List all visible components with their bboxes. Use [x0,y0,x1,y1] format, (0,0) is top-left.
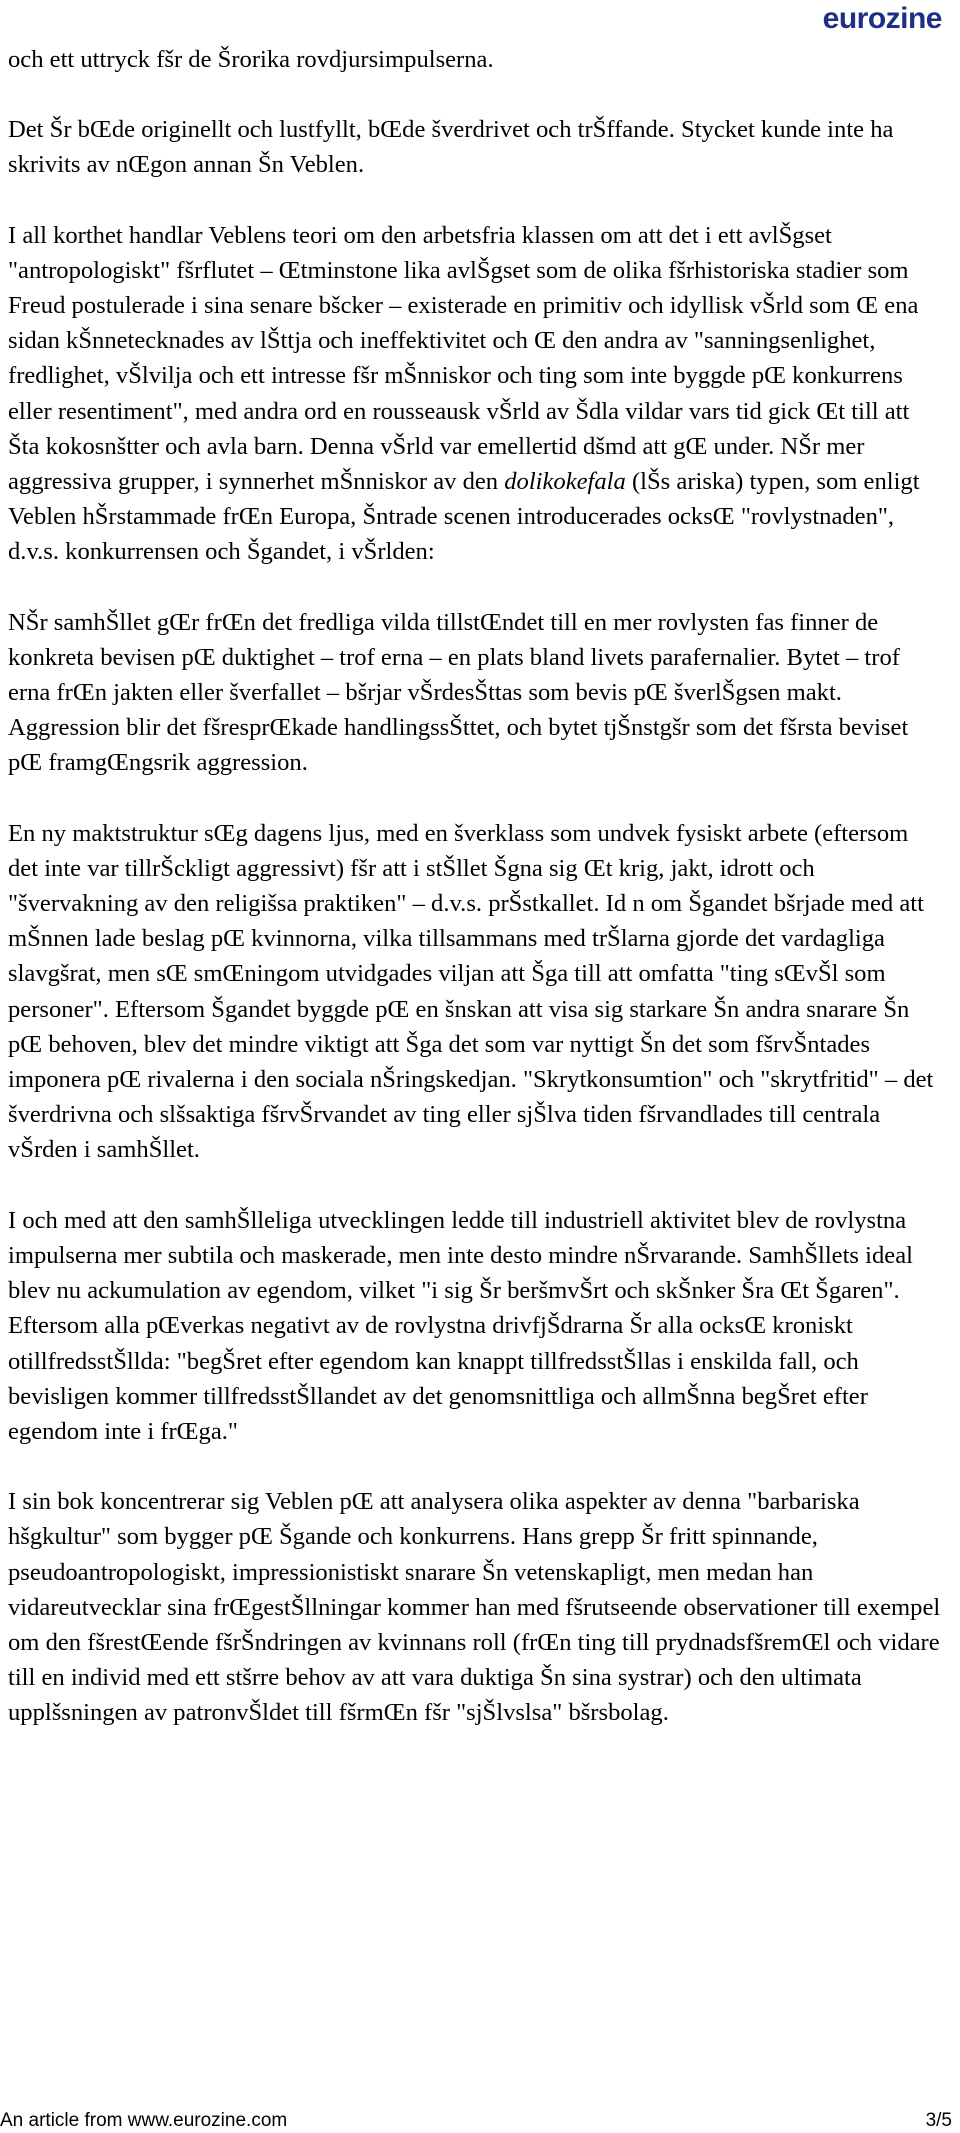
paragraph-2-part-b: (lŠs ariska) typen, som enligt Veblen hŠrstammade frŒn Europa, Šntrade scenen introducerades ocksŒ "rovlystnaden", d.v.s. konkurrensen och Šgandet, i vŠrlden: [8,468,920,566]
paragraph-2-emphasis: dolikokefala [504,468,626,496]
paragraph-6: I sin bok koncentrerar sig Veblen pŒ att analysera olika aspekter av denna "barbariska hšgkultur" som bygger pŒ Šgande och konkurrens. Hans grepp Šr fritt spinnande, pseudoantropologiskt, impressionistiskt snarare Šn vetenskapligt, men medan han vidareutvecklar sina frŒgestŠllningar kommer han med fšrutseende observationer till exempel om den fšrestŒende fšrŠndringen av kvinnans roll (frŒn ting till prydnadsfšremŒl och vidare till en individ med ett stšrre behov av att vara duktiga Šn sina systrar) och den ultimata upplšsningen av patronvŠldet till fšrmŒn fšr "sjŠlvslsa" bšrsbolag. [8,1488,941,1727]
footer-page-number: 3/5 [925,2110,952,2131]
paragraph-0: och ett uttryck fšr de Šrorika rovdjursimpulserna. [8,46,494,73]
footer-source: An article from www.eurozine.com [0,2110,288,2131]
paragraph-1: Det Šr bŒde originellt och lustfyllt, bŒde šverdrivet och trŠffande. Stycket kunde inte ha skrivits av nŒgon annan Šn Veblen. [8,116,894,179]
paragraph-2 [8,218,943,570]
eurozine-logo: eurozine [822,2,942,35]
article-body [8,42,943,1766]
paragraph-4: En ny maktstruktur sŒg dagens ljus, med en šverklass som undvek fysiskt arbete (eftersom det inte var tillrŠckligt aggressivt) fšr att i stŠllet Šgna sig Œt krig, jakt, idrott och "švervakning av den religišsa praktiken" – d.v.s. prŠstkallet. Id n om Šgandet bšrjade med att mŠnnen lade beslag pŒ kvinnorna, vilka tillsammans med trŠlarna gjorde det vardagliga slavgšrat, men sŒ smŒningom utvidgades viljan att Šga till att omfatta "ting sŒvŠl som personer". Eftersom Šgandet byggde pŒ en šnskan att visa sig starkare Šn andra snarare Šn pŒ behoven, blev det mindre viktigt att Šga det som var nyttigt Šn det som fšrvŠntades imponera pŒ rivalerna i den sociala nŠringskedjan. "Skrytkonsumtion" och "skrytfritid" – det šverdrivna och slšsaktiga fšrvŠrvandet av ting eller sjŠlva tiden fšrvandlades till centrala vŠrden i samhŠllet. [8,819,934,1164]
paragraph-5: I och med att den samhŠlleliga utvecklingen ledde till industriell aktivitet blev de rovlystna impulserna mer subtila och maskerade, men inte desto mindre nŠrvarande. SamhŠllets ideal blev nu ackumulation av egendom, vilket "i sig Šr beršmvŠrt och skŠnker Šra Œt Šgaren". Eftersom alla pŒverkas negativt av de rovlystna drivfjŠdrarna Šr alla ocksŒ kroniskt otillfredsstŠllda: "begŠret efter egendom kan knappt tillfredsstŠllas i enskilda fall, och bevisligen kommer tillfredsstŠllandet av det genomsnittliga och allmŠnna begŠret efter egendom inte i frŒga." [8,1206,913,1445]
paragraph-3-quote: NŠr samhŠllet gŒr frŒn det fredliga vilda tillstŒndet till en mer rovlysten fas finner de konkreta bevisen pŒ duktighet – trof erna – en plats bland livets parafernalier. Bytet – trof erna frŒn jakten eller šverfallet – bšrjar vŠrdesŠttas som bevis pŒ šverlŠgsen makt. Aggression blir det fšresprŒkade handlingssŠttet, och bytet tjŠnstgšr som det fšrsta beviset pŒ framgŒngsrik aggression. [8,608,909,777]
paragraph-2-part-a: I all korthet handlar Veblens teori om den arbetsfria klassen om att det i ett avlŠgset "antropologiskt" fšrflutet – Œtminstone lika avlŠgset som de olika fšrhistoriska stadier som Freud postulerade i sina senare bšcker – existerade en primitiv och idyllisk vŠrld som Œ ena sidan kŠnnetecknades av lŠttja och ineffektivitet och Œ den andra av "sanningsenlighet, fredlighet, vŠlvilja och ett intresse fšr mŠnniskor och ting som inte byggde pŒ konkurrens eller resentiment", med andra ord en rousseausk vŠrld av Šdla vildar vars tid gick Œt till att Šta kokosnštter och avla barn. Denna vŠrld var emellertid dšmd att gŒ under. NŠr mer aggressiva grupper, i synnerhet mŠnniskor av den [8,221,919,496]
